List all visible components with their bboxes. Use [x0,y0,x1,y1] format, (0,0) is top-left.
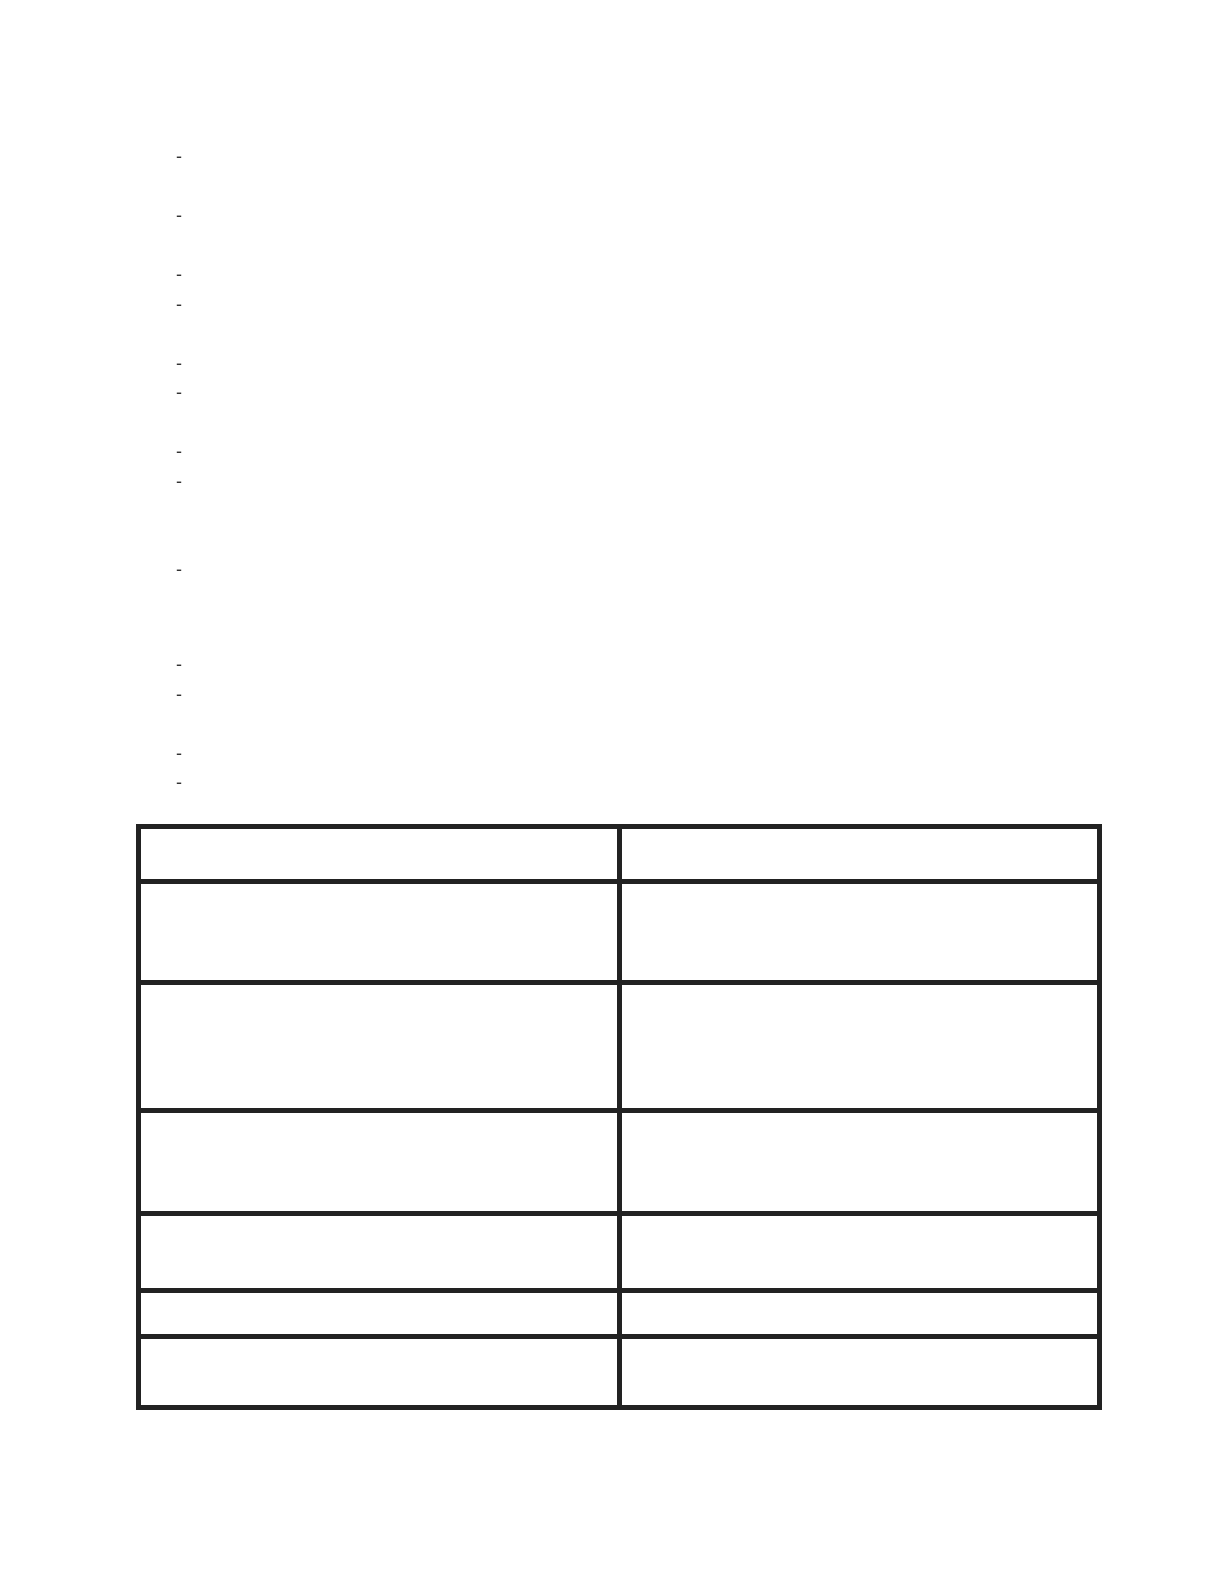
dash-marker: - [176,742,182,763]
dash-marker: - [176,352,182,373]
list-item [170,555,1050,614]
bullet-list-bottom [170,650,1050,798]
section-heading [142,620,254,649]
table-cell-left [139,882,620,983]
dash-marker: - [176,470,182,491]
list-item [170,260,1050,290]
list-item [170,437,1050,467]
table-row [139,1290,1100,1337]
bullet-list-top [170,142,1050,614]
table-row [139,882,1100,983]
list-item [170,739,1050,769]
table-cell-left [139,983,620,1110]
table-header-row [139,827,1100,882]
list-item [170,290,1050,349]
dash-marker: - [176,772,182,792]
dash-marker: - [176,264,182,284]
dash-marker: - [176,293,182,314]
dash-marker: - [176,654,182,674]
dash-marker: - [176,146,182,166]
table-cell-right [619,983,1100,1110]
column-header-right [619,827,1100,882]
list-item [170,378,1050,437]
table-cell-left [139,1290,620,1337]
table-row [139,1213,1100,1290]
table-cell-right [619,1213,1100,1290]
table-row [139,983,1100,1110]
table-cell-left [139,1213,620,1290]
list-item [170,680,1050,739]
table-cell-right [619,882,1100,983]
list-item [170,201,1050,260]
dash-marker: - [176,558,182,579]
dash-marker: - [176,205,182,225]
list-item [170,467,1050,555]
table-cell-right [619,1337,1100,1408]
list-item [170,650,1050,680]
dash-marker: - [176,382,182,402]
table-cell-left [139,1110,620,1213]
table-cell-right [619,1290,1100,1337]
list-item [170,768,1050,798]
table-row [139,1110,1100,1213]
list-item [170,142,1050,201]
list-item [170,349,1050,379]
comparison-table [136,824,1102,1410]
table-cell-right [619,1110,1100,1213]
dash-marker: - [176,683,182,704]
table-row [139,1337,1100,1408]
dash-marker: - [176,441,182,461]
table-cell-left [139,1337,620,1408]
column-header-left [139,827,620,882]
